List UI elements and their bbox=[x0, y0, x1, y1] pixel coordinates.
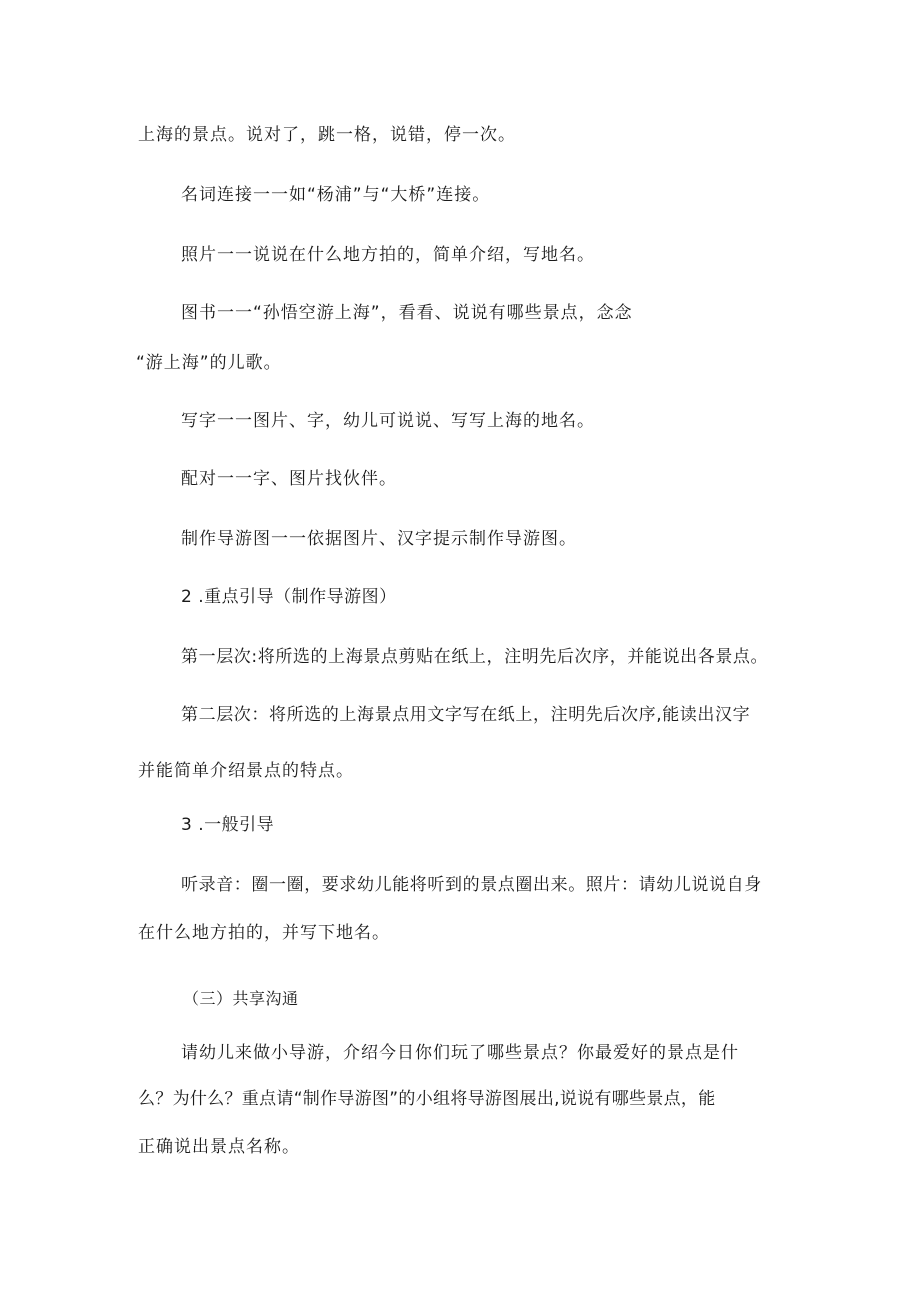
paragraph-line: 听录音：圈一圈，要求幼儿能将听到的景点圈出来。照片：请幼儿说说自身 bbox=[181, 875, 762, 895]
paragraph-line: 么？为什么？重点请“制作导游图”的小组将导游图展出,说说有哪些景点，能 bbox=[138, 1089, 716, 1109]
paragraph-line: 制作导游图一一依据图片、汉字提示制作导游图。 bbox=[181, 529, 577, 549]
paragraph-line: 请幼儿来做小导游，介绍今日你们玩了哪些景点？你最爱好的景点是什 bbox=[181, 1043, 739, 1063]
section-heading: 3 .一般引导 bbox=[181, 815, 275, 835]
paragraph-line: 照片一一说说在什么地方拍的，简单介绍，写地名。 bbox=[181, 245, 595, 265]
paragraph-line: “游上海”的儿歌。 bbox=[136, 353, 282, 373]
section-heading: 2 .重点引导（制作导游图） bbox=[181, 587, 397, 607]
paragraph-line: 写字一一图片、字，幼儿可说说、写写上海的地名。 bbox=[181, 411, 595, 431]
paragraph-line: 第一层次:将所选的上海景点剪贴在纸上，注明先后次序，并能说出各景点。 bbox=[181, 647, 769, 667]
paragraph-line: 在什么地方拍的，并写下地名。 bbox=[138, 923, 390, 943]
paragraph-line: 上海的景点。说对了，跳一格，说错，停一次。 bbox=[138, 125, 516, 145]
paragraph-line: 并能简单介绍景点的特点。 bbox=[138, 761, 354, 781]
paragraph-line: 配对一一字、图片找伙伴。 bbox=[181, 469, 397, 489]
paragraph-line: 名词连接一一如“杨浦”与“大桥”连接。 bbox=[181, 185, 491, 205]
paragraph-line: 正确说出景点名称。 bbox=[138, 1137, 300, 1157]
section-heading: （三）共享沟通 bbox=[183, 989, 299, 1008]
paragraph-line: 第二层次：将所选的上海景点用文字写在纸上，注明先后次序,能读出汉字 bbox=[181, 705, 751, 725]
paragraph-line: 图书一一“孙悟空游上海”，看看、说说有哪些景点，念念 bbox=[181, 303, 633, 323]
